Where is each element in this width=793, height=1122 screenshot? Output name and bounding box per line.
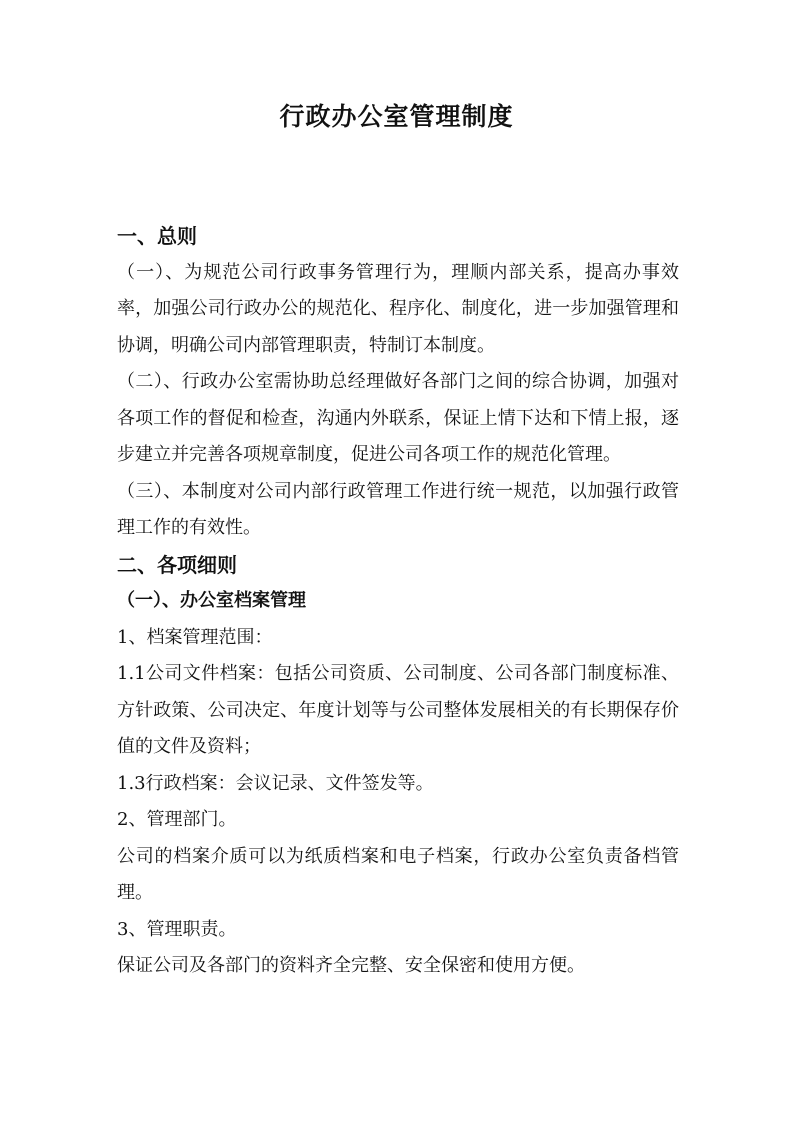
- paragraph: 2、管理部门。: [117, 809, 237, 830]
- subsection-heading-archives: （一）、办公室档案管理: [117, 590, 306, 611]
- paragraph: 保证公司及各部门的资料齐全完整、安全保密和使用方便。: [117, 955, 585, 976]
- paragraph: 1.3行政档案：会议记录、文件签发等。: [117, 772, 434, 794]
- paragraph: （二）、行政办公室需协助总经理做好各部门之间的综合协调，加强对各项工作的督促和检查，沟通内外联系，保证上情下达和下情上报，逐步建立并完善各项规章制度，促进公司各项工作的规范化管理。: [117, 371, 679, 465]
- section-heading-general: 一、总则: [117, 224, 197, 248]
- section-heading-details: 二、各项细则: [117, 552, 237, 577]
- document-body: [117, 218, 679, 985]
- paragraph: 1.1公司文件档案：包括公司资质、公司制度、公司各部门制度标准、方针政策、公司决定、年度计划等与公司整体发展相关的有长期保存价值的文件及资料；: [117, 663, 679, 757]
- paragraph: 1、档案管理范围：: [117, 626, 273, 648]
- paragraph: 公司的档案介质可以为纸质档案和电子档案，行政办公室负责备档管理。: [117, 845, 679, 903]
- document-title: 行政办公室管理制度: [279, 102, 514, 131]
- paragraph: （一）、为规范公司行政事务管理行为，理顺内部关系，提高办事效率，加强公司行政办公的规范化、程序化、制度化，进一步加强管理和协调，明确公司内部管理职责，特制订本制度。: [117, 261, 679, 356]
- paragraph: （三）、本制度对公司内部行政管理工作进行统一规范，以加强行政管理工作的有效性。: [117, 480, 679, 538]
- paragraph: 3、管理职责。: [117, 918, 237, 940]
